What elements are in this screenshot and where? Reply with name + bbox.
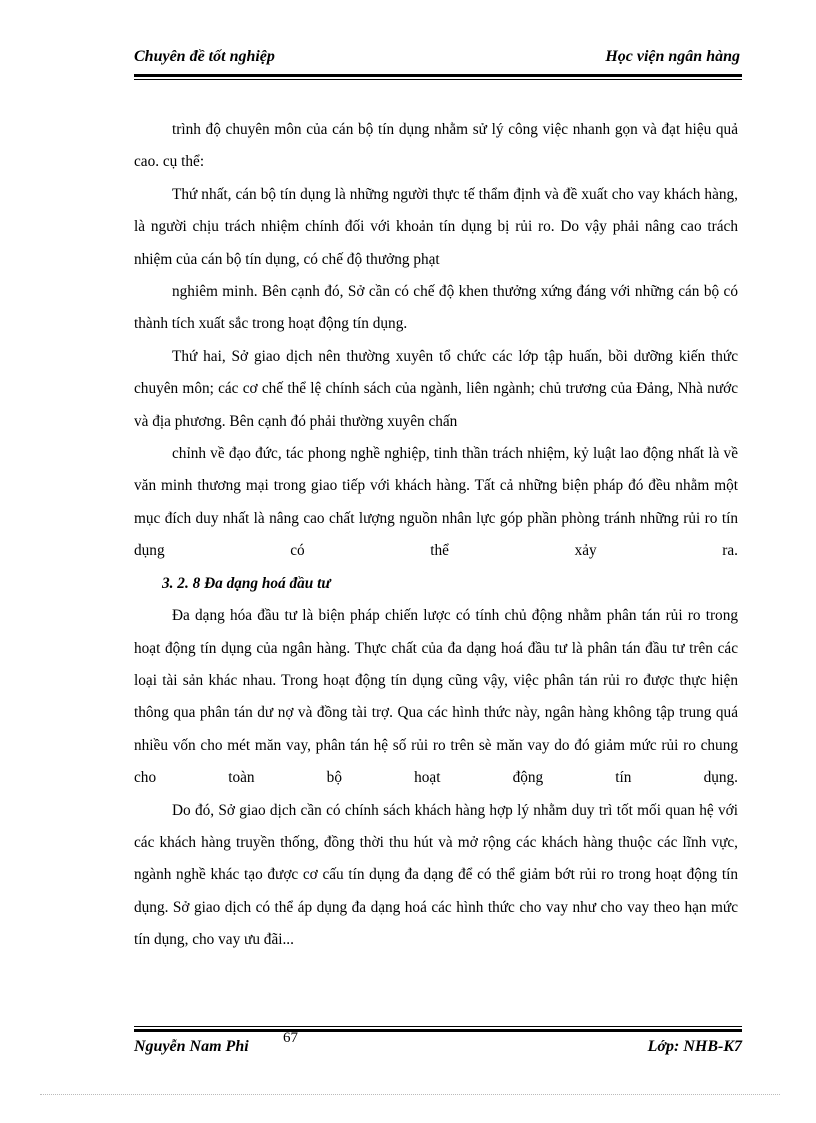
footer-author: Nguyễn Nam Phi xyxy=(134,1038,249,1055)
paragraph-3: nghiêm minh. Bên cạnh đó, Sở cần có chế độ khen thưởng xứng đáng với những cán bộ có thành tích xuất sắc trong hoạt động tín dụng. xyxy=(134,283,738,333)
paragraph-5: chỉnh về đạo đức, tác phong nghề nghiệp, tinh thần trách nhiệm, kỷ luật lao động nhất là về văn minh thương mại trong giao tiếp với khách hàng. Tất cả những biện pháp đó đều nhằm một mục đích duy nhất là nâng cao chất lượng nguồn nhân lực góp phần phòng tránh những rủi ro tín dụng có thể xảy ra. xyxy=(134,445,738,560)
body-text xyxy=(134,114,738,957)
footer-class: Lớp: NHB-K7 xyxy=(647,1038,742,1055)
footer-rule-thick xyxy=(134,1029,742,1032)
footer-rule-thin xyxy=(134,1026,742,1027)
page-number: 67 xyxy=(283,1030,298,1046)
header-rule-thick xyxy=(134,74,742,77)
page-bottom-divider xyxy=(40,1094,780,1095)
section-heading: 3. 2. 8 Đa dạng hoá đầu tư xyxy=(162,574,331,592)
paragraph-1: trình độ chuyên môn của cán bộ tín dụng nhằm sử lý công việc nhanh gọn và đạt hiệu quả cao. cụ thể: xyxy=(134,121,738,171)
header-document-type: Chuyên đề tốt nghiệp xyxy=(134,48,275,65)
header-rule-thin xyxy=(134,79,742,80)
page-header xyxy=(134,48,740,72)
paragraph-6: Đa dạng hóa đầu tư là biện pháp chiến lược có tính chủ động nhằm phân tán rủi ro trong hoạt động tín dụng của ngân hàng. Thực chất của đa dạng hoá đầu tư là phân tán đầu tư trên các loại tài sản khác nhau. Trong hoạt động tín dụng cũng vậy, việc phân tán rủi ro được thực hiện thông qua phân tán dư nợ và đồng tài trợ. Qua các hình thức này, ngân hàng không tập trung quá nhiều vốn cho mét măn vay, phân tán hệ số rủi ro trên sè măn vay do đó giảm mức rủi ro chung cho toàn bộ hoạt động tín dụng. xyxy=(134,607,738,787)
paragraph-2: Thứ nhất, cán bộ tín dụng là những người thực tế thẩm định và đề xuất cho vay khách hàng, là người chịu trách nhiệm chính đối với khoản tín dụng bị rủi ro. Do vậy phải nâng cao trách nhiệm của cán bộ tín dụng, có chế độ thưởng phạt xyxy=(134,185,738,268)
paragraph-7: Do đó, Sở giao dịch cần có chính sách khách hàng hợp lý nhằm duy trì tốt mối quan hệ với các khách hàng truyền thống, đồng thời thu hút và mở rộng các khách hàng thuộc các lĩnh vực, ngành nghề khác tạo được cơ cấu tín dụng đa dạng để có thể giảm bớt rủi ro trong hoạt động tín dụng. Sở giao dịch có thể áp dụng đa dạng hoá các hình thức cho vay như cho vay theo hạn mức tín dụng, cho vay ưu đãi... xyxy=(134,801,738,949)
header-institution: Học viện ngân hàng xyxy=(605,48,740,65)
paragraph-4: Thứ hai, Sở giao dịch nên thường xuyên tổ chức các lớp tập huấn, bồi dưỡng kiến thức chuyên môn; các cơ chế thể lệ chính sách của ngành, liên ngành; chủ trương của Đảng, Nhà nước và địa phương. Bên cạnh đó phải thường xuyên chấn xyxy=(134,347,738,430)
